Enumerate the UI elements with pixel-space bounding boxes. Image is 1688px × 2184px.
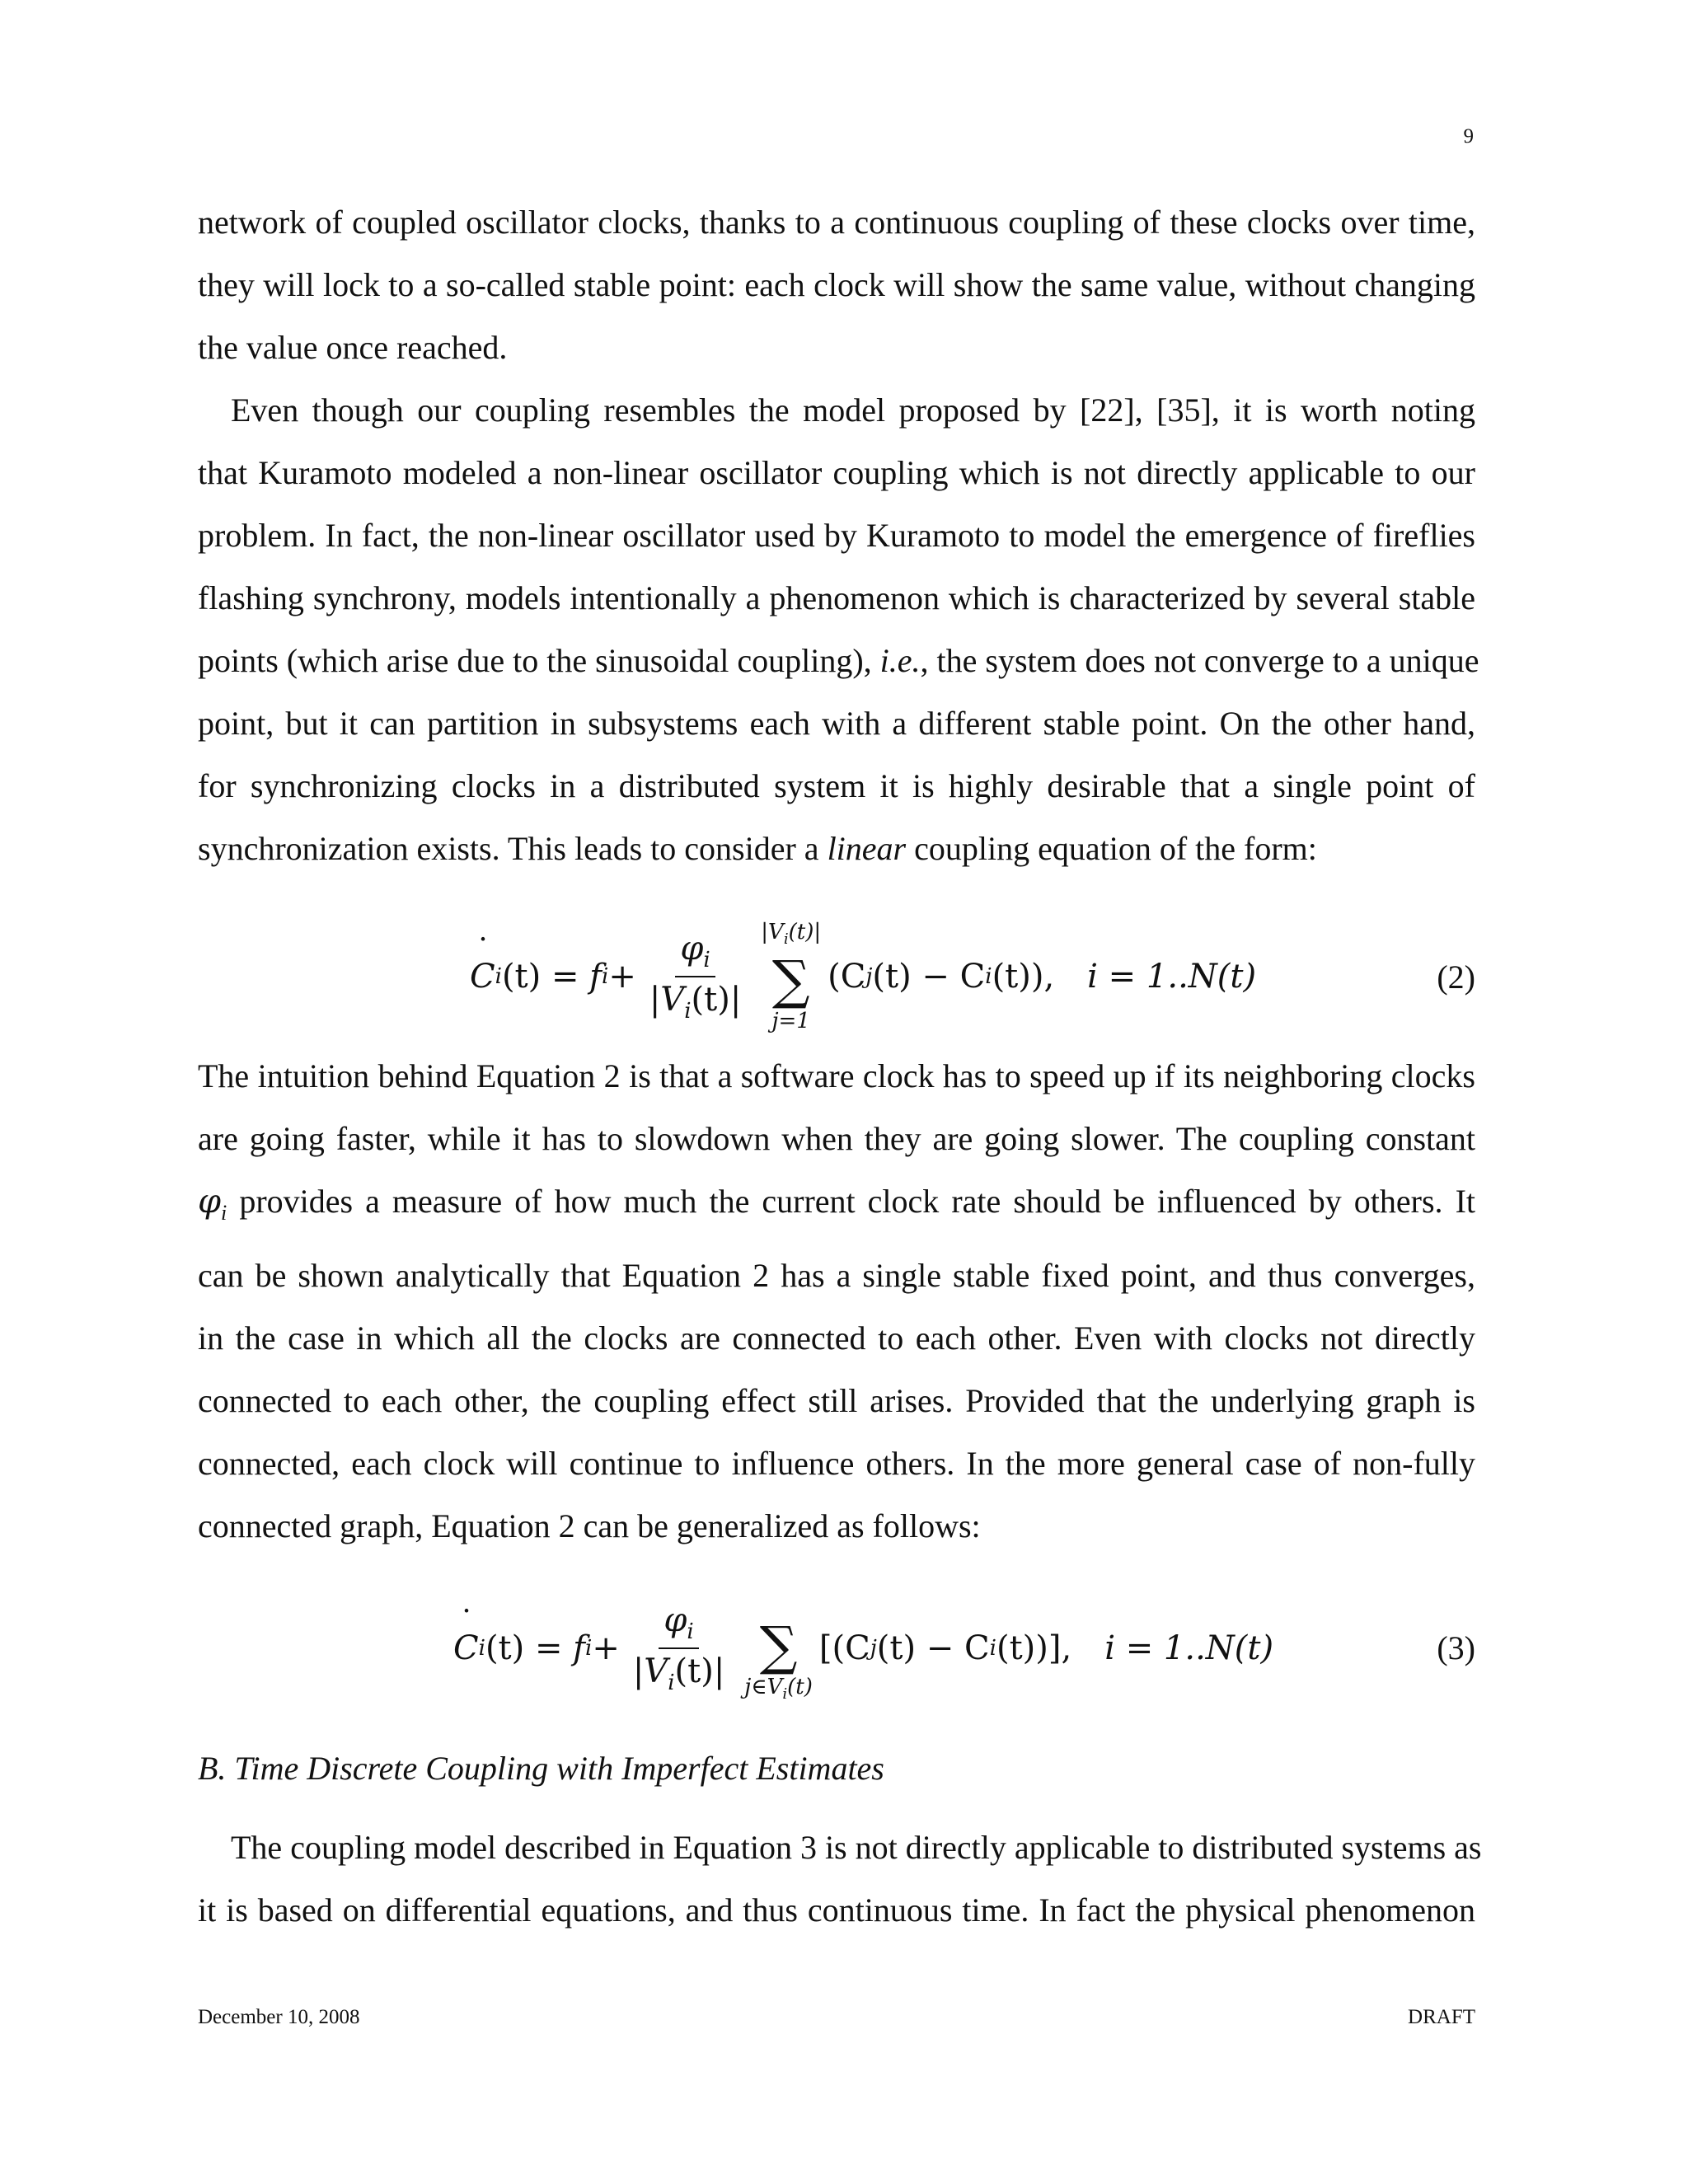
eq-text: |V: [632, 1652, 668, 1690]
paragraph-1: [198, 191, 1475, 379]
text-line: connected graph, Equation 2 can be generalized as follows:: [198, 1507, 981, 1544]
eq-text: (t)|: [788, 920, 822, 945]
eq-sub: i: [782, 1685, 788, 1704]
eq-sub: i: [687, 1619, 694, 1644]
eq-f: f: [589, 958, 602, 996]
page-number: 9: [1463, 125, 1474, 148]
italic-linear: linear: [827, 830, 907, 867]
footer-date: December 10, 2008: [198, 2006, 360, 2028]
text-line: they will lock to a so-called stable point: each clock will show the same value, without changing: [198, 266, 1475, 303]
italic-ie: i.e.: [879, 642, 921, 679]
eq-text: [(C: [818, 1629, 870, 1667]
equation-3: [198, 1591, 1475, 1706]
eq-lhs: ˙ C: [470, 958, 495, 996]
text-line: flashing synchrony, models intentionally a phenomenon which is characterized by several stable: [198, 579, 1475, 616]
eq-lhs: ˙ C: [453, 1629, 479, 1667]
eq-phi: φ: [680, 930, 704, 968]
paragraph-4: [198, 1816, 1482, 1942]
equation-2: [198, 915, 1475, 1038]
text-line: are going faster, while it has to slowdown when they are going slower. The coupling constant: [198, 1120, 1475, 1157]
eq-denominator: [645, 977, 746, 1024]
text-line: connected to each other, the coupling effect still arises. Provided that the underlying graph is: [198, 1382, 1475, 1419]
eq-text: +: [608, 958, 636, 996]
text-fragment: provides a measure of how much the current clock rate should be influenced by others. It: [239, 1183, 1476, 1220]
text-fragment: synchronization exists. This leads to consider a: [198, 830, 819, 867]
text-line: it is based on differential equations, and thus continuous time. In fact the physical phenomenon: [198, 1891, 1475, 1929]
eq-summation: [761, 918, 821, 1034]
text-line: [198, 818, 1475, 880]
paragraph-2: [198, 379, 1479, 880]
eq-text: (t)),: [992, 958, 1055, 996]
text-line: problem. In fact, the non-linear oscillator used by Kuramoto to model the emergence of fireflies: [198, 517, 1475, 554]
eq-sub: j: [870, 1636, 877, 1661]
eq-sub: i: [478, 1636, 485, 1661]
text-line: for synchronizing clocks in a distributed system it is highly desirable that a single point of: [198, 767, 1475, 804]
text-line: point, but it can partition in subsystems each with a different stable point. On the other hand,: [198, 705, 1475, 742]
footer-status: DRAFT: [1408, 2006, 1475, 2028]
eq-fraction: [645, 930, 746, 1024]
text-line: connected, each clock will continue to influence others. In the more general case of non-fully: [198, 1445, 1475, 1482]
eq-text: (t) =: [485, 1629, 563, 1667]
text-line: [198, 1170, 1475, 1244]
equation-number: (2): [1437, 958, 1475, 996]
eq-text: (C: [828, 958, 866, 996]
eq-range: i = 1..N(t): [1104, 1629, 1274, 1667]
eq-text: (t) =: [501, 958, 579, 996]
phi-subscript: i: [221, 1201, 227, 1225]
eq-range: i = 1..N(t): [1087, 958, 1257, 996]
eq-sub: i: [989, 1636, 996, 1661]
text-line: in the case in which all the clocks are connected to each other. Even with clocks not directly: [198, 1319, 1475, 1357]
eq-text: (t) − C: [872, 958, 986, 996]
subsection-title: B. Time Discrete Coupling with Imperfect Estimates: [198, 1750, 884, 1787]
sigma-icon: ∑: [759, 1616, 798, 1678]
eq-text: +: [592, 1629, 620, 1667]
text-line: [198, 630, 1479, 692]
text-fragment: coupling equation of the form:: [914, 830, 1317, 867]
eq-text: (t): [787, 1675, 813, 1700]
eq-text: |V: [761, 920, 784, 945]
eq-f: f: [573, 1629, 585, 1667]
eq-sub: i: [584, 1636, 593, 1661]
text-line: the value once reached.: [198, 329, 508, 366]
equation-number: (3): [1437, 1629, 1475, 1666]
eq-sub: i: [703, 948, 710, 972]
eq-sub: i: [684, 999, 692, 1024]
eq-sub: i: [495, 964, 502, 989]
equation-2-body: [470, 915, 1256, 1038]
eq-text: (t))],: [996, 1629, 1072, 1667]
equation-3-body: [453, 1591, 1273, 1706]
eq-text: (t)|: [674, 1652, 725, 1690]
text-line: The coupling model described in Equation 3 is not directly applicable to distributed systems as: [231, 1829, 1482, 1866]
eq-fraction: [628, 1601, 729, 1695]
eq-sum-lower: j=1: [771, 1008, 810, 1033]
eq-numerator: [659, 1601, 698, 1649]
eq-text: (t)|: [691, 981, 742, 1019]
eq-text: j∈V: [744, 1675, 783, 1700]
text-line: network of coupled oscillator clocks, thanks to a continuous coupling of these clocks over time,: [198, 204, 1475, 241]
text-line: The intuition behind Equation 2 is that a software clock has to speed up if its neighboring clocks: [198, 1057, 1475, 1094]
eq-phi: φ: [663, 1601, 687, 1639]
eq-sub: i: [668, 1671, 675, 1695]
text-fragment: , the system does not converge to a unique: [920, 642, 1479, 679]
eq-sub: i: [601, 964, 609, 989]
text-line: Even though our coupling resembles the model proposed by [22], [35], it is worth noting: [231, 391, 1475, 429]
text-line: that Kuramoto modeled a non-linear oscillator coupling which is not directly applicable to our: [198, 454, 1475, 491]
paragraph-3: [198, 1045, 1475, 1558]
eq-denominator: [628, 1649, 729, 1695]
eq-sub: j: [865, 964, 873, 989]
text-line: can be shown analytically that Equation 2 has a single stable fixed point, and thus converges,: [198, 1257, 1475, 1294]
eq-sum-lower: [744, 1673, 813, 1708]
eq-summation: [744, 1616, 813, 1708]
eq-sub: i: [985, 964, 992, 989]
text-fragment: points (which arise due to the sinusoidal coupling),: [198, 642, 872, 679]
eq-sum-upper: [761, 918, 821, 954]
eq-text: |V: [649, 981, 685, 1019]
eq-sub: i: [783, 930, 789, 949]
sigma-icon: ∑: [771, 949, 810, 1011]
eq-text: (t) − C: [876, 1629, 990, 1667]
phi-symbol: φ: [198, 1183, 222, 1221]
eq-numerator: [675, 930, 715, 977]
